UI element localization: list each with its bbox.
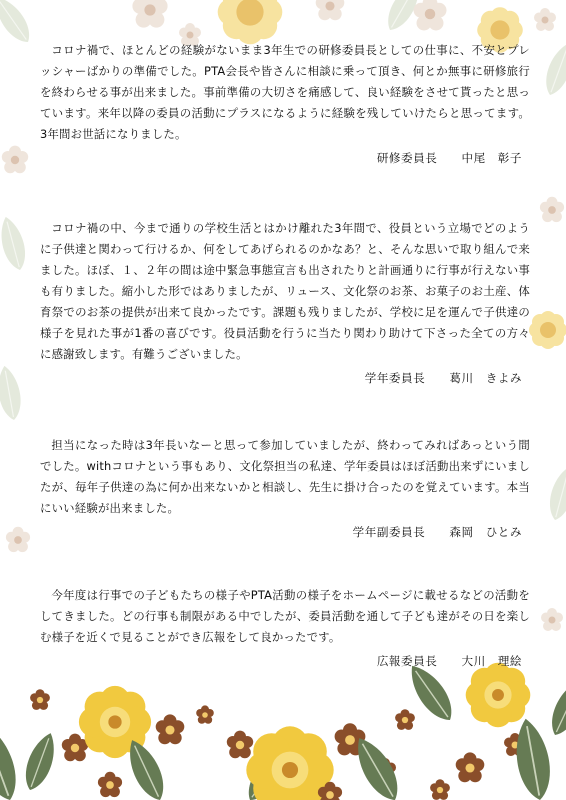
- signature-name: 森岡 ひとみ: [449, 525, 522, 539]
- signature: [40, 522, 530, 543]
- signature-role: 学年副委員長: [352, 525, 426, 539]
- message-text: コロナ禍の中、今まで通りの学校生活とはかけ離れた3年間で、役員という立場でどのように子供達と関わって行けるか、何をしてあげられるのかなあ？と、そんな思いで取り組んで来ました。ほぼ、１、２年の間は途中緊急事態宣言も出されたりと計画通りに行事が行えない事も有りました。縮小した形ではありましたが、リュース、文化祭のお茶、お菓子のお土産、体育祭でのお茶の提供が出来て良かったです。課題も残りましたが、学校に足を運んで子供達の様子を見れた事が1番の喜びです。役員活動を行うに当たり関わり助けて下さった全ての方々に感謝致します。有難うございました。: [40, 221, 530, 361]
- message-gakunen: [40, 218, 530, 389]
- message-koho: [40, 585, 530, 672]
- signature-role: 研修委員長: [376, 151, 438, 165]
- message-text: コロナ禍で、ほとんどの経験がないまま3年生での研修委員長としての仕事に、不安とプレッシャーばかりの準備でした。PTA会長や皆さんに相談に乗って頂き、何とか無事に研修旅行を終わらせる事が出来ました。事前準備の大切さを痛感して、良い経験をさせて貰ったと思っています。来年以降の委員の活動にプラスになるように経験を残していけたらと思ってます。3年間お世話になりました。: [40, 43, 530, 141]
- signature-name: 大川 理絵: [461, 654, 522, 668]
- signature-name: 葛川 きよみ: [449, 371, 522, 385]
- message-text: 担当になった時は3年長いなーと思って参加していましたが、終わってみればあっという間でした。withコロナという事もあり、文化祭担当の私達、学年委員はほぼ活動出来ずにいましたが、毎年子供達の為に何か出来ないかと相談し、先生に掛け合ったのを覚えています。本当にいい経験が出来ました。: [40, 438, 530, 515]
- signature: [40, 148, 530, 169]
- message-kenshu: [40, 40, 530, 169]
- signature: [40, 651, 530, 672]
- signature-role: 学年委員長: [364, 371, 426, 385]
- message-gakunen-fuku: [40, 435, 530, 543]
- signature-name: 中尾 彰子: [461, 151, 522, 165]
- signature-role: 広報委員長: [376, 654, 438, 668]
- message-text: 今年度は行事での子どもたちの様子やPTA活動の様子をホームページに載せるなどの活動をしてきました。どの行事も制限がある中でしたが、委員活動を通して子ども達がその日を楽しむ様子を近くで見ることができ広報をして良かったです。: [40, 588, 530, 644]
- signature: [40, 368, 530, 389]
